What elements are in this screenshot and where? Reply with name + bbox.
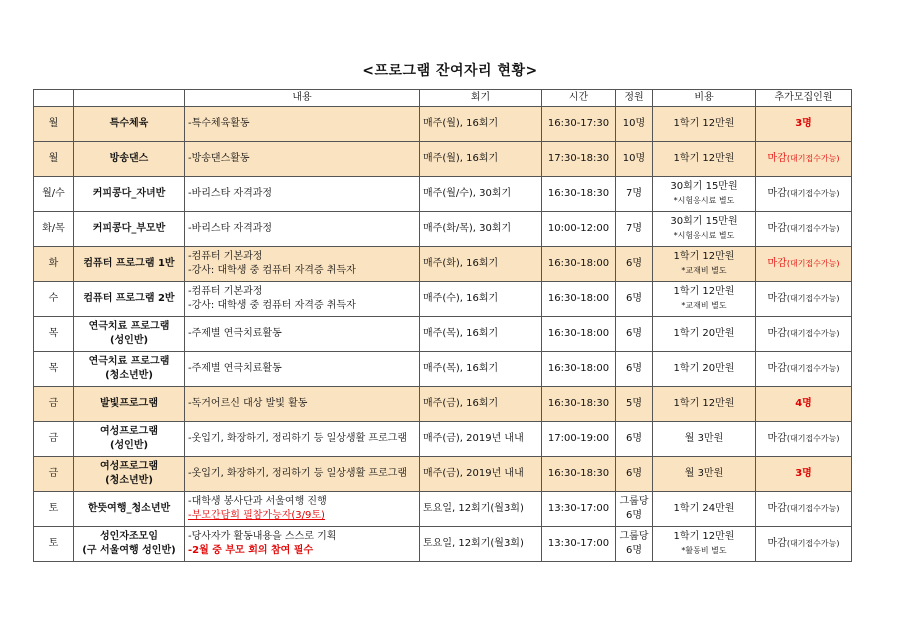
extra-status: 3명 (795, 468, 812, 479)
extra-status: 마감 (767, 188, 787, 199)
cell-capacity: 6명 (616, 422, 653, 457)
capacity-line: 그룹당 (619, 496, 649, 507)
cell-program-name (74, 387, 185, 422)
fee-line: *시험응시료 별도 (673, 231, 735, 240)
cell-day: 화/목 (34, 212, 74, 247)
cell-program-name (74, 177, 185, 212)
fee-line: 월 3만원 (684, 433, 724, 444)
extra-status: 마감 (767, 223, 787, 234)
extra-status: 마감 (767, 153, 787, 164)
table-row (34, 317, 852, 352)
capacity-line: 6명 (625, 545, 643, 556)
cell-extra (756, 387, 852, 422)
extra-note: (대기접수가능) (786, 294, 840, 303)
cell-capacity: 7명 (616, 212, 653, 247)
page-title: <프로그램 잔여자리 현황> (362, 63, 538, 79)
content-line: -옷입기, 화장하기, 정리하기 등 일상생활 프로그램 (188, 468, 408, 479)
cell-fee (653, 387, 756, 422)
cell-session: 토요일, 12회기(월3회) (420, 527, 542, 562)
cell-session: 매주(목), 16회기 (420, 352, 542, 387)
cell-content (185, 142, 420, 177)
table-row (34, 422, 852, 457)
fee-line: *교재비 별도 (681, 301, 727, 310)
extra-note: (대기접수가능) (786, 504, 840, 513)
cell-capacity: 5명 (616, 387, 653, 422)
program-name-line: 컴퓨터 프로그램 2반 (83, 293, 175, 304)
content-line: -방송댄스활동 (188, 153, 250, 164)
cell-time: 16:30-18:00 (542, 247, 616, 282)
cell-capacity: 6명 (616, 317, 653, 352)
cell-fee (653, 352, 756, 387)
cell-extra (756, 527, 852, 562)
extra-note: (대기접수가능) (786, 259, 840, 268)
cell-day: 화 (34, 247, 74, 282)
cell-time: 16:30-18:30 (542, 387, 616, 422)
cell-session: 매주(수), 16회기 (420, 282, 542, 317)
extra-status: 마감 (767, 538, 787, 549)
cell-extra (756, 492, 852, 527)
cell-content (185, 282, 420, 317)
extra-status: 마감 (767, 363, 787, 374)
table-row (34, 212, 852, 247)
cell-program-name (74, 142, 185, 177)
header-time: 시간 (542, 90, 616, 107)
cell-fee (653, 492, 756, 527)
cell-time: 13:30-17:00 (542, 527, 616, 562)
cell-fee (653, 142, 756, 177)
cell-program-name (74, 352, 185, 387)
fee-line: 1학기 12만원 (673, 531, 735, 542)
content-line: -바리스타 자격과정 (188, 188, 273, 199)
content-line: -옷입기, 화장하기, 정리하기 등 일상생활 프로그램 (188, 433, 408, 444)
content-line: -대학생 봉사단과 서울여행 진행 (188, 496, 327, 507)
cell-fee (653, 177, 756, 212)
fee-line: *교재비 별도 (681, 266, 727, 275)
cell-content (185, 317, 420, 352)
fee-line: 1학기 12만원 (673, 398, 735, 409)
cell-time: 17:00-19:00 (542, 422, 616, 457)
content-line: -주제별 연극치료활동 (188, 363, 282, 374)
cell-time: 10:00-12:00 (542, 212, 616, 247)
cell-session: 매주(월), 16회기 (420, 142, 542, 177)
cell-content (185, 212, 420, 247)
extra-status: 마감 (767, 258, 787, 269)
fee-line: 1학기 20만원 (673, 363, 735, 374)
cell-program-name (74, 107, 185, 142)
extra-note: (대기접수가능) (786, 189, 840, 198)
program-name-line: 성인자조모임 (100, 531, 158, 542)
program-name-line: (구 서울여행 성인반) (82, 545, 176, 556)
content-line: -바리스타 자격과정 (188, 223, 273, 234)
cell-content (185, 247, 420, 282)
table-row (34, 107, 852, 142)
cell-content (185, 107, 420, 142)
cell-extra (756, 457, 852, 492)
cell-day: 토 (34, 527, 74, 562)
cell-fee (653, 317, 756, 352)
table-row (34, 247, 852, 282)
cell-capacity: 10명 (616, 107, 653, 142)
cell-day: 월 (34, 107, 74, 142)
cell-time: 17:30-18:30 (542, 142, 616, 177)
header-extra: 추가모집인원 (756, 90, 852, 107)
cell-program-name (74, 527, 185, 562)
program-name-line: (청소년반) (105, 475, 153, 486)
program-name-line: 컴퓨터 프로그램 1반 (83, 258, 175, 269)
cell-program-name (74, 212, 185, 247)
cell-capacity: 6명 (616, 352, 653, 387)
fee-line: 1학기 12만원 (673, 251, 735, 262)
cell-fee (653, 457, 756, 492)
program-name-line: (청소년반) (105, 370, 153, 381)
program-name-line: 여성프로그램 (100, 461, 158, 472)
program-name-line: 방송댄스 (109, 153, 149, 164)
table-row (34, 387, 852, 422)
content-line: -컴퓨터 기본과정 (188, 251, 263, 262)
cell-session: 매주(금), 2019년 내내 (420, 457, 542, 492)
header-content: 내용 (185, 90, 420, 107)
cell-day: 월 (34, 142, 74, 177)
program-name-line: 특수체육 (109, 118, 149, 129)
fee-line: 30회기 15만원 (670, 181, 738, 192)
table-row (34, 177, 852, 212)
cell-session: 매주(월), 16회기 (420, 107, 542, 142)
cell-extra (756, 177, 852, 212)
fee-line: 1학기 24만원 (673, 503, 735, 514)
cell-content (185, 352, 420, 387)
cell-program-name (74, 247, 185, 282)
cell-program-name (74, 282, 185, 317)
cell-time: 13:30-17:00 (542, 492, 616, 527)
program-name-line: 연극치료 프로그램 (88, 321, 170, 332)
cell-session: 토요일, 12회기(월3회) (420, 492, 542, 527)
extra-status: 마감 (767, 293, 787, 304)
content-line: -주제별 연극치료활동 (188, 328, 282, 339)
program-name-line: (성인반) (109, 440, 149, 451)
cell-session: 매주(금), 16회기 (420, 387, 542, 422)
cell-content (185, 387, 420, 422)
fee-line: 월 3만원 (684, 468, 724, 479)
cell-day: 토 (34, 492, 74, 527)
cell-time: 16:30-17:30 (542, 107, 616, 142)
header-row (34, 90, 852, 107)
extra-status: 마감 (767, 328, 787, 339)
cell-fee (653, 527, 756, 562)
extra-note: (대기접수가능) (786, 434, 840, 443)
cell-content (185, 492, 420, 527)
cell-fee (653, 107, 756, 142)
fee-line: 1학기 20만원 (673, 328, 735, 339)
cell-program-name (74, 422, 185, 457)
fee-line: 1학기 12만원 (673, 286, 735, 297)
cell-fee (653, 247, 756, 282)
cell-fee (653, 422, 756, 457)
extra-status: 마감 (767, 433, 787, 444)
cell-extra (756, 317, 852, 352)
cell-day: 금 (34, 387, 74, 422)
cell-day: 월/수 (34, 177, 74, 212)
fee-line: *활동비 별도 (681, 546, 727, 555)
extra-note: (대기접수가능) (786, 154, 840, 163)
cell-time: 16:30-18:00 (542, 282, 616, 317)
cell-content (185, 457, 420, 492)
cell-fee (653, 282, 756, 317)
cell-extra (756, 422, 852, 457)
cell-content (185, 177, 420, 212)
cell-session: 매주(월/수), 30회기 (420, 177, 542, 212)
content-line: -2월 중 부모 회의 참여 필수 (188, 545, 314, 556)
extra-status: 3명 (795, 118, 812, 129)
header-session: 회기 (420, 90, 542, 107)
table-row (34, 282, 852, 317)
extra-status: 4명 (795, 398, 812, 409)
program-name-line: 연극치료 프로그램 (88, 356, 170, 367)
header-fee: 비용 (653, 90, 756, 107)
program-name-line: (성인반) (109, 335, 149, 346)
cell-time: 16:30-18:30 (542, 457, 616, 492)
cell-program-name (74, 317, 185, 352)
cell-extra (756, 247, 852, 282)
program-name-line: 여성프로그램 (100, 426, 158, 437)
content-line: -특수체육활동 (188, 118, 250, 129)
program-name-line: 한뜻여행_청소년반 (87, 503, 171, 514)
extra-note: (대기접수가능) (786, 364, 840, 373)
cell-extra (756, 142, 852, 177)
content-line: -당사자가 활동내용을 스스로 기획 (188, 531, 337, 542)
content-line: -컴퓨터 기본과정 (188, 286, 263, 297)
content-line: -강사: 대학생 중 컴퓨터 자격증 취득자 (188, 265, 356, 276)
content-line: -강사: 대학생 중 컴퓨터 자격증 취득자 (188, 300, 356, 311)
content-line: -부모간담회 필참가능자(3/9토) (188, 510, 325, 521)
cell-capacity: 6명 (616, 282, 653, 317)
cell-fee (653, 212, 756, 247)
header-day (34, 90, 74, 107)
cell-extra (756, 282, 852, 317)
cell-day: 목 (34, 352, 74, 387)
cell-time: 16:30-18:00 (542, 352, 616, 387)
cell-extra (756, 212, 852, 247)
cell-session: 매주(화/목), 30회기 (420, 212, 542, 247)
cell-capacity (616, 527, 653, 562)
cell-day: 수 (34, 282, 74, 317)
cell-day: 금 (34, 457, 74, 492)
cell-session: 매주(화), 16회기 (420, 247, 542, 282)
fee-line: *시험응시료 별도 (673, 196, 735, 205)
cell-day: 금 (34, 422, 74, 457)
cell-capacity: 7명 (616, 177, 653, 212)
fee-line: 1학기 12만원 (673, 153, 735, 164)
program-name-line: 커피콩다_부모반 (92, 223, 166, 234)
cell-time: 16:30-18:30 (542, 177, 616, 212)
table-row (34, 492, 852, 527)
cell-content (185, 422, 420, 457)
cell-capacity: 6명 (616, 247, 653, 282)
cell-content (185, 527, 420, 562)
extra-status: 마감 (767, 503, 787, 514)
cell-capacity (616, 492, 653, 527)
table-row (34, 142, 852, 177)
program-table (33, 89, 852, 562)
cell-program-name (74, 457, 185, 492)
extra-note: (대기접수가능) (786, 329, 840, 338)
cell-day: 목 (34, 317, 74, 352)
capacity-line: 6명 (625, 510, 643, 521)
table-row (34, 352, 852, 387)
cell-session: 매주(금), 2019년 내내 (420, 422, 542, 457)
cell-extra (756, 107, 852, 142)
cell-session: 매주(목), 16회기 (420, 317, 542, 352)
program-name-line: 커피콩다_자녀반 (92, 188, 166, 199)
fee-line: 30회기 15만원 (670, 216, 738, 227)
cell-time: 16:30-18:00 (542, 317, 616, 352)
cell-capacity: 6명 (616, 457, 653, 492)
header-capacity: 정원 (616, 90, 653, 107)
capacity-line: 그룹당 (619, 531, 649, 542)
header-name (74, 90, 185, 107)
extra-note: (대기접수가능) (786, 224, 840, 233)
table-row (34, 527, 852, 562)
content-line: -독거어르신 대상 발빛 활동 (188, 398, 308, 409)
table-row (34, 457, 852, 492)
extra-note: (대기접수가능) (786, 539, 840, 548)
cell-capacity: 10명 (616, 142, 653, 177)
program-name-line: 발빛프로그램 (100, 398, 158, 409)
cell-extra (756, 352, 852, 387)
fee-line: 1학기 12만원 (673, 118, 735, 129)
cell-program-name (74, 492, 185, 527)
